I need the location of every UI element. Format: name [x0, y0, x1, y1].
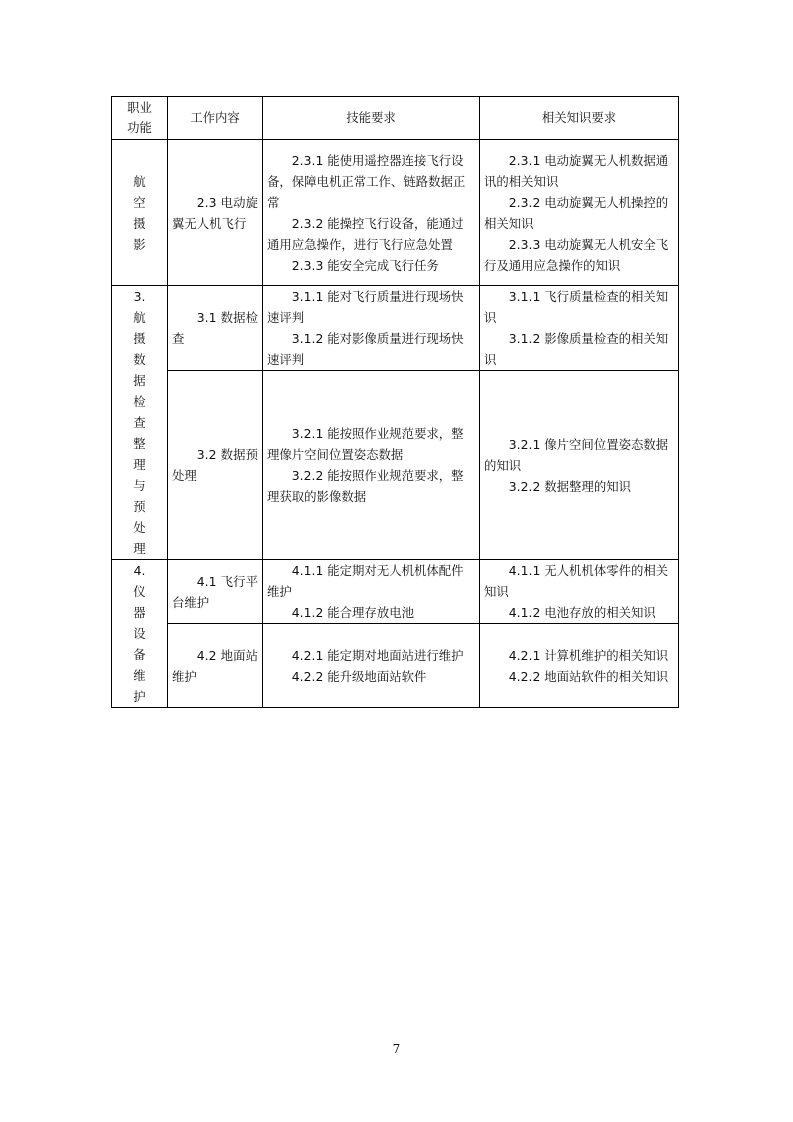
knowledge-cell	[480, 560, 679, 624]
skill-item: 3.2.1 能按照作业规范要求，整理像片空间位置姿态数据	[267, 426, 464, 463]
function-label	[116, 171, 163, 255]
knowledge-item: 3.1.1 飞行质量检查的相关知识	[484, 289, 669, 326]
table-row	[112, 560, 679, 624]
skill-cell	[263, 140, 480, 286]
knowledge-item: 2.3.3 电动旋翼无人机安全飞行及通用应急操作的知识	[484, 236, 669, 273]
knowledge-item: 4.2.1 计算机维护的相关知识	[508, 647, 669, 663]
function-char: 理	[133, 541, 146, 556]
skill-item: 3.1.2 能对影像质量进行现场快速评判	[267, 331, 464, 368]
function-char: 维	[133, 668, 146, 683]
knowledge-cell	[480, 140, 679, 286]
function-char: 理	[133, 457, 146, 472]
function-char: 与	[133, 478, 146, 493]
knowledge-cell	[480, 371, 679, 560]
function-char: 空	[133, 194, 146, 210]
function-char: 摄	[133, 215, 146, 231]
skill-item: 2.3.1 能使用遥控器连接飞行设备，保障电机正常工作、链路数据正常	[267, 152, 466, 210]
function-char: 备	[133, 647, 146, 662]
knowledge-item: 3.2.1 像片空间位置姿态数据的知识	[484, 436, 669, 473]
function-char: 整	[133, 436, 146, 451]
skill-item: 4.1.1 能定期对无人机机体配件维护	[267, 563, 464, 599]
skill-cell	[263, 560, 480, 624]
function-char: 据	[133, 373, 146, 388]
table-row	[112, 371, 679, 560]
function-char: 航	[133, 310, 146, 325]
knowledge-item: 2.3.2 电动旋翼无人机操控的相关知识	[484, 194, 669, 231]
function-cell	[112, 560, 168, 708]
header-skill-requirements: 技能要求	[263, 97, 480, 140]
function-label	[116, 286, 163, 559]
skill-item: 4.2.1 能定期对地面站进行维护	[291, 647, 464, 663]
function-label	[116, 560, 163, 707]
function-cell	[112, 286, 168, 560]
work-content-cell: 3.1 数据检查	[168, 286, 263, 371]
function-char: 设	[133, 626, 146, 641]
skill-cell	[263, 371, 480, 560]
knowledge-item: 3.2.2 数据整理的知识	[508, 478, 631, 494]
function-char: 3.	[133, 289, 146, 304]
function-cell	[112, 140, 168, 286]
work-content-cell: 3.2 数据预处理	[168, 371, 263, 560]
function-char: 检	[133, 394, 146, 409]
skill-item: 4.1.2 能合理存放电池	[291, 605, 414, 620]
function-char: 摄	[133, 331, 146, 346]
skill-item: 3.1.1 能对飞行质量进行现场快速评判	[267, 289, 464, 326]
function-char: 器	[133, 605, 146, 620]
table-row	[112, 140, 679, 286]
work-content-cell: 2.3 电动旋翼无人机飞行	[168, 140, 263, 286]
table-header-row	[112, 97, 679, 140]
table-row	[112, 624, 679, 708]
header-work-content: 工作内容	[168, 97, 263, 140]
knowledge-item: 3.1.2 影像质量检查的相关知识	[484, 331, 669, 368]
knowledge-item: 4.1.2 电池存放的相关知识	[508, 605, 656, 620]
knowledge-item: 4.1.1 无人机机体零件的相关知识	[484, 563, 669, 599]
work-content-cell: 4.1 飞行平台维护	[168, 560, 263, 624]
skill-item: 2.3.3 能安全完成飞行任务	[291, 257, 439, 273]
skill-requirements-table	[111, 96, 679, 708]
skill-item: 2.3.2 能操控飞行设备，能通过通用应急操作，进行飞行应急处置	[267, 215, 464, 252]
function-char: 护	[133, 689, 146, 704]
knowledge-item: 2.3.1 电动旋翼无人机数据通讯的相关知识	[484, 152, 669, 189]
work-content-cell: 4.2 地面站维护	[168, 624, 263, 708]
function-char: 航	[133, 173, 146, 189]
skill-cell	[263, 624, 480, 708]
function-char: 处	[133, 520, 146, 535]
knowledge-cell	[480, 286, 679, 371]
header-function: 职业功能	[112, 97, 168, 140]
function-char: 数	[133, 352, 146, 367]
function-char: 仪	[133, 584, 146, 599]
skill-item: 3.2.2 能按照作业规范要求，整理获取的影像数据	[267, 468, 464, 505]
function-char: 查	[133, 415, 146, 430]
knowledge-item: 4.2.2 地面站软件的相关知识	[508, 668, 669, 684]
table-row	[112, 286, 679, 371]
function-char: 预	[133, 499, 146, 514]
header-knowledge-requirements: 相关知识要求	[480, 97, 679, 140]
function-char: 4.	[133, 563, 146, 578]
page-number: 7	[392, 1042, 401, 1056]
function-char: 影	[133, 236, 146, 252]
skill-cell	[263, 286, 480, 371]
knowledge-cell	[480, 624, 679, 708]
skill-item: 4.2.2 能升级地面站软件	[291, 668, 427, 684]
